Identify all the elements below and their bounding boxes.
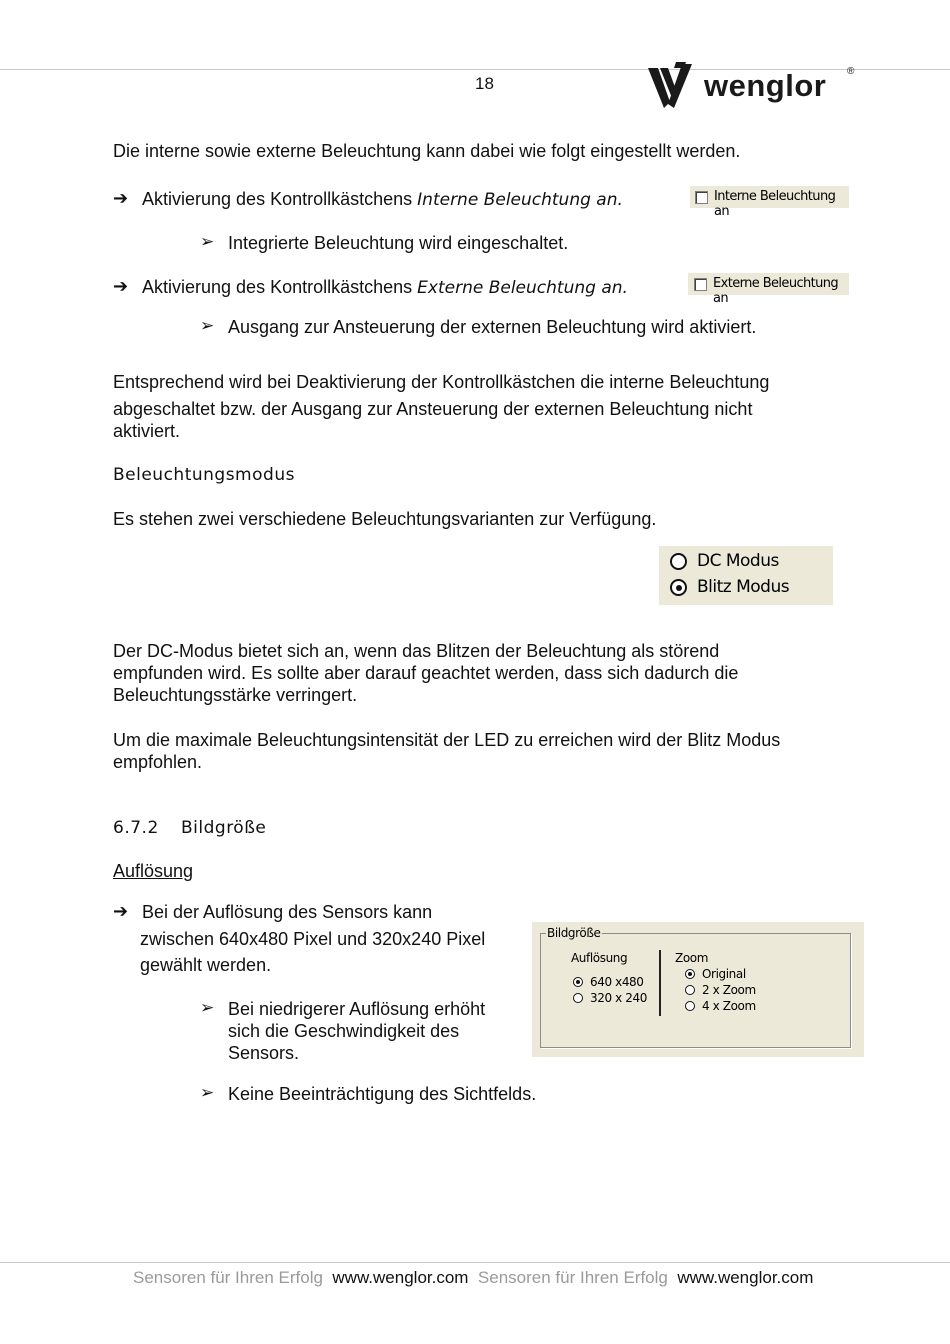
resolution-320-label: 320 x 240 xyxy=(590,991,647,1005)
item1-text xyxy=(142,188,682,211)
dc-mode-radio[interactable] xyxy=(670,553,687,570)
section-number: 6.7.2 xyxy=(113,818,159,838)
deactivation-line3: aktiviert. xyxy=(113,421,181,441)
footer xyxy=(133,1268,813,1288)
resolution-result1-line1: Bei niedrigerer Auflösung erhöht xyxy=(228,999,486,1019)
zoom-original-radio[interactable] xyxy=(685,969,695,979)
dc-mode-label: DC Modus xyxy=(697,551,779,571)
blitz-mode-label: Blitz Modus xyxy=(697,577,790,597)
mode-radio-panel xyxy=(659,546,833,605)
resolution-result1-line2: sich die Geschwindigkeit des xyxy=(228,1021,460,1041)
dc-paragraph-line3: Beleuchtungsstärke verringert. xyxy=(113,685,358,705)
blitz-paragraph-line1: Um die maximale Beleuchtungsintensität der LED zu erreichen wird der Blitz Modus xyxy=(113,730,781,750)
footer-slogan-1: Sensoren für Ihren Erfolg xyxy=(133,1268,323,1287)
right-arrow-icon: ➔ xyxy=(113,901,129,921)
blitz-mode-radio[interactable] xyxy=(670,579,687,596)
external-light-checkbox[interactable] xyxy=(694,278,707,291)
zoom-2x-radio[interactable] xyxy=(685,985,695,995)
zoom-4x-radio[interactable] xyxy=(685,1001,695,1011)
footer-url-1[interactable]: www.wenglor.com xyxy=(332,1268,469,1287)
resolution-result2: Keine Beeinträchtigung des Sichtfelds. xyxy=(228,1084,537,1104)
logo-wordmark: wenglor xyxy=(704,68,827,103)
dc-paragraph-line1: Der DC-Modus bietet sich an, wenn das Blitzen der Beleuchtung als störend xyxy=(113,641,720,661)
chevron-bullet-icon: ➢ xyxy=(200,316,215,335)
item1-result: Integrierte Beleuchtung wird eingeschaltet. xyxy=(228,233,569,253)
intro-text: Die interne sowie externe Beleuchtung kann dabei wie folgt eingestellt werden. xyxy=(113,141,741,161)
resolution-group-label: Auflösung xyxy=(571,951,628,965)
bildgroesse-group-title: Bildgröße xyxy=(547,926,601,940)
mode-intro: Es stehen zwei verschiedene Beleuchtungsvarianten zur Verfügung. xyxy=(113,509,657,529)
chevron-bullet-icon: ➢ xyxy=(200,232,215,251)
item1-prefix: Aktivierung des Kontrollkästchens xyxy=(142,189,418,209)
resolution-result1-line3: Sensors. xyxy=(228,1043,300,1063)
item2-result: Ausgang zur Ansteuerung der externen Beleuchtung wird aktiviert. xyxy=(228,317,757,337)
resolution-line1: Bei der Auflösung des Sensors kann xyxy=(142,902,433,922)
external-light-checkbox-panel xyxy=(688,273,849,306)
resolution-line2: zwischen 640x480 Pixel und 320x240 Pixel xyxy=(140,929,486,949)
right-arrow-icon: ➔ xyxy=(113,188,129,208)
mode-heading: Beleuchtungsmodus xyxy=(113,465,295,485)
wenglor-logo xyxy=(646,62,861,112)
resolution-heading: Auflösung xyxy=(113,861,194,881)
item2-prefix: Aktivierung des Kontrollkästchens xyxy=(142,277,418,297)
footer-slogan-2: Sensoren für Ihren Erfolg xyxy=(477,1268,668,1287)
deactivation-line1: Entsprechend wird bei Deaktivierung der Kontrollkästchen die interne Beleuchtung xyxy=(113,372,770,392)
zoom-original-label: Original xyxy=(702,967,746,981)
item1-emph: Interne Beleuchtung an. xyxy=(417,190,623,210)
footer-rule xyxy=(0,1262,950,1263)
footer-url-2[interactable]: www.wenglor.com xyxy=(677,1268,814,1287)
resolution-320-radio[interactable] xyxy=(573,993,583,1003)
dc-paragraph-line2: empfunden wird. Es sollte aber darauf geachtet werden, dass sich dadurch die xyxy=(113,663,739,683)
panel-divider xyxy=(659,950,661,1016)
zoom-group-label: Zoom xyxy=(675,951,708,965)
external-light-checkbox-label: Externe Beleuchtung an xyxy=(713,276,839,306)
resolution-640-radio[interactable] xyxy=(573,977,583,987)
internal-light-checkbox[interactable] xyxy=(695,191,708,204)
deactivation-line2: abgeschaltet bzw. der Ausgang zur Ansteuerung der externen Beleuchtung nicht xyxy=(113,399,753,419)
blitz-paragraph-line2: empfohlen. xyxy=(113,752,203,772)
wenglor-logo-icon xyxy=(646,62,704,112)
section-heading xyxy=(113,817,843,839)
zoom-4x-label: 4 x Zoom xyxy=(702,999,756,1013)
internal-light-checkbox-panel xyxy=(690,186,849,219)
internal-light-checkbox-label: Interne Beleuchtung an xyxy=(714,189,836,219)
resolution-line3: gewählt werden. xyxy=(140,955,272,975)
item2-text xyxy=(142,276,682,299)
chevron-bullet-icon: ➢ xyxy=(200,998,215,1017)
item2-emph: Externe Beleuchtung an. xyxy=(417,278,628,298)
bildgroesse-panel xyxy=(532,922,864,1057)
page-number: 18 xyxy=(475,74,494,93)
registered-mark: ® xyxy=(847,66,855,77)
zoom-2x-label: 2 x Zoom xyxy=(702,983,756,997)
section-title: Bildgröße xyxy=(181,818,267,838)
right-arrow-icon: ➔ xyxy=(113,276,129,296)
resolution-640-label: 640 x480 xyxy=(590,975,644,989)
chevron-bullet-icon: ➢ xyxy=(200,1083,215,1102)
